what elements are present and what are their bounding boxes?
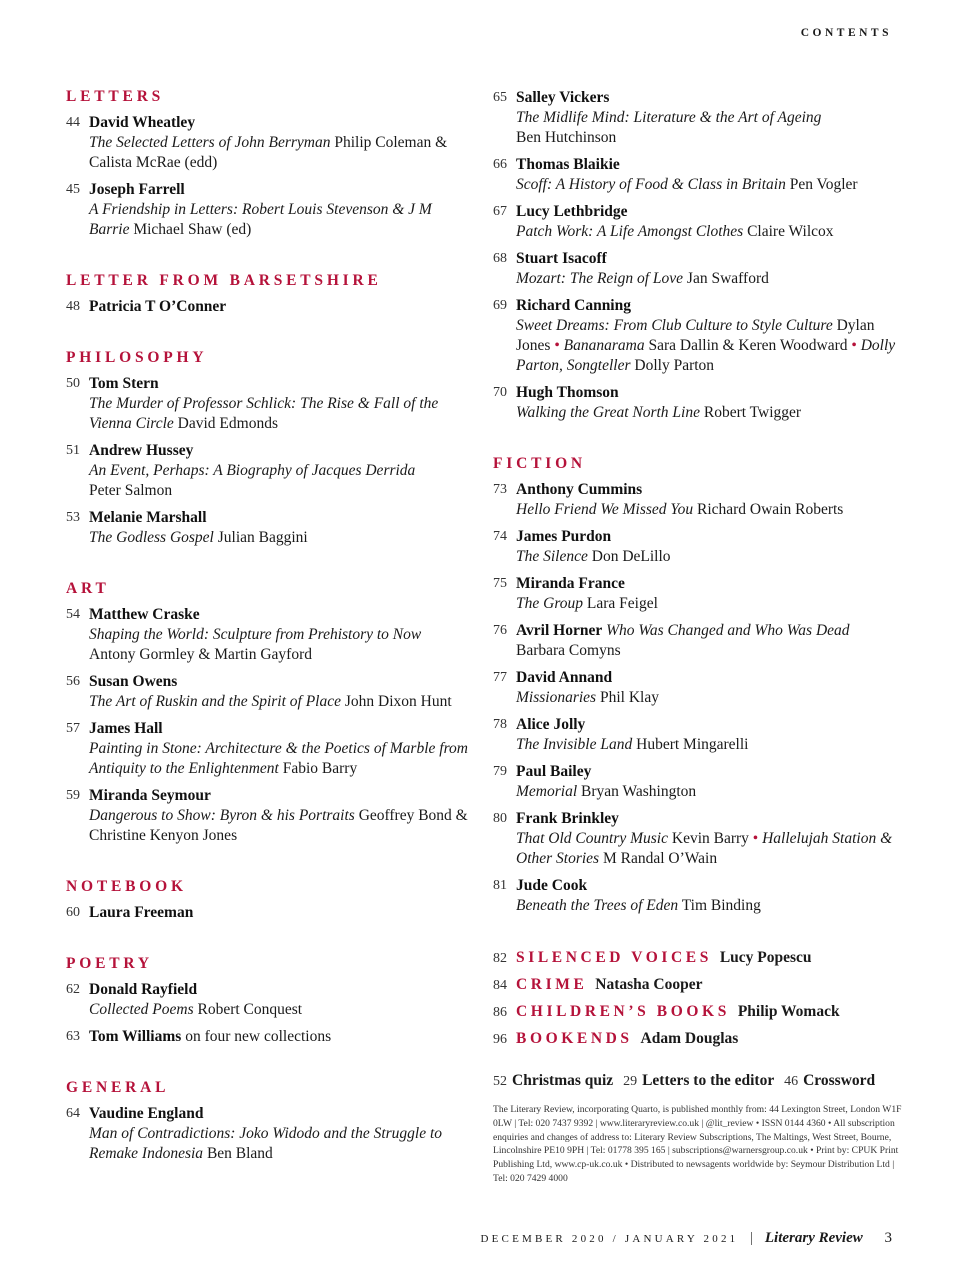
page-number: 54 <box>66 607 80 622</box>
book-title: Sweet Dreams: From Club Culture to Style Culture <box>516 317 833 334</box>
book-title: Beneath the Trees of Eden <box>516 897 679 914</box>
reviewer-name: Jude Cook <box>516 877 588 894</box>
page-number: 51 <box>66 443 80 458</box>
page-number: 67 <box>493 204 507 219</box>
book-author: Robert Twigger <box>703 404 802 421</box>
book-title: The Godless Gospel <box>89 529 214 546</box>
book-title: Painting in Stone: Architecture & the Poetics of Marble from Antiquity to the Enlightenment <box>89 740 468 777</box>
contents-entry[interactable] <box>493 948 903 968</box>
reviewer-name: Lucy Lethbridge <box>516 203 628 220</box>
page-number: 74 <box>493 529 507 544</box>
book-title: Man of Contradictions: Joko Widodo and the Struggle to Remake Indonesia <box>89 1125 443 1162</box>
section-title: ART <box>66 580 110 597</box>
reviewer-name: Susan Owens <box>89 673 178 690</box>
book-title: The Group <box>516 595 584 612</box>
book-author: Kevin Barry <box>671 830 749 847</box>
page-number: 68 <box>493 251 507 266</box>
column-sections <box>493 948 903 1049</box>
section-title: PHILOSOPHY <box>66 349 208 366</box>
book-author: John Dixon Hunt <box>344 693 452 710</box>
section-label: CRIME <box>516 976 588 993</box>
entry-note: on four new collections <box>185 1028 332 1045</box>
page-number: 48 <box>66 299 80 314</box>
reviewer-name: Matthew Craske <box>89 606 200 623</box>
section-notebook <box>66 878 476 923</box>
page-number: 29 <box>623 1074 638 1089</box>
book-title: The Murder of Professor Schlick: The Rise & Fall of the Vienna Circle <box>89 395 439 432</box>
contents-entry[interactable] <box>493 249 903 289</box>
reviewer-name: Richard Canning <box>516 297 631 314</box>
contents-entry[interactable] <box>493 715 903 755</box>
reviewer-name: Tom Stern <box>89 375 159 392</box>
page-number: 81 <box>493 878 507 893</box>
book-author: Richard Owain Roberts <box>696 501 844 518</box>
book-author: Ben Bland <box>206 1145 273 1162</box>
page-number: 56 <box>66 674 80 689</box>
section-label: BOOKENDS <box>516 1030 633 1047</box>
book-author: Pen Vogler <box>789 176 858 193</box>
book-author: Julian Baggini <box>217 529 308 546</box>
contents-entry[interactable] <box>66 786 476 846</box>
book-title: Bananarama <box>563 337 645 354</box>
section-title: NOTEBOOK <box>66 878 187 895</box>
page-number: 77 <box>493 670 507 685</box>
contents-entry[interactable] <box>66 297 476 317</box>
book-author: David Edmonds <box>177 415 278 432</box>
reviewer-name: Laura Freeman <box>89 904 194 921</box>
contents-entry[interactable] <box>493 383 903 423</box>
page-number: 64 <box>66 1106 80 1121</box>
page-number: 75 <box>493 576 507 591</box>
contents-entry[interactable] <box>66 672 476 712</box>
book-title: An Event, Perhaps: A Biography of Jacques Derrida <box>89 462 416 479</box>
extra-item[interactable]: Letters to the editor <box>642 1072 775 1089</box>
page-number: 44 <box>66 115 80 130</box>
reviewer-name: James Hall <box>89 720 163 737</box>
contents-entry[interactable] <box>493 88 903 148</box>
page-number: 66 <box>493 157 507 172</box>
page-number: 53 <box>66 510 80 525</box>
page-number: 73 <box>493 482 507 497</box>
section-art <box>66 580 476 846</box>
page-number: 78 <box>493 717 507 732</box>
book-title: Hello Friend We Missed You <box>516 501 694 518</box>
book-author: Peter Salmon <box>89 482 173 499</box>
reviewer-name: Patricia T O’Conner <box>89 298 227 315</box>
section-label: CHILDREN’S BOOKS <box>516 1003 730 1020</box>
book-author: Bryan Washington <box>581 783 697 800</box>
contents-entry[interactable] <box>493 876 903 916</box>
page-number: 82 <box>493 951 507 966</box>
reviewer-name: Stuart Isacoff <box>516 250 607 267</box>
page-number: 65 <box>493 90 507 105</box>
section-letters <box>66 88 476 240</box>
book-title: A Friendship in Letters: Robert Louis Stevenson & J M Barrie <box>89 201 432 238</box>
reviewer-name: Miranda France <box>516 575 625 592</box>
section-title: LETTERS <box>66 88 165 105</box>
page-footer <box>480 1230 892 1247</box>
reviewer-name: Andrew Hussey <box>89 442 194 459</box>
book-author: Geoffrey Bond & Christine Kenyon Jones <box>89 807 468 844</box>
contents-entry[interactable] <box>66 508 476 548</box>
contents-entry[interactable] <box>493 574 903 614</box>
section-letter-from-barsetshire <box>66 272 476 317</box>
reviewer-name: Thomas Blaikie <box>516 156 620 173</box>
section-reviews-continued <box>493 88 903 423</box>
book-author: Philip Coleman & Calista McRae (edd) <box>89 134 448 171</box>
book-author: Sara Dallin & Keren Woodward <box>648 337 848 354</box>
bullet-separator: • <box>851 337 857 354</box>
book-author: Ben Hutchinson <box>516 129 617 146</box>
book-title: The Invisible Land <box>516 736 633 753</box>
contents-entry[interactable] <box>66 180 476 240</box>
reviewer-name: Miranda Seymour <box>89 787 211 804</box>
publisher-fineprint: The Literary Review, incorporating Quarto, is published monthly from: 44 Lexington Street, London W1F 0LW | Tel: 020 7437 9392 | www.literaryreview.co.uk | @lit_review • ISSN 0144 4360 • All subscription enquiries and changes of address to: Literary Review Subscriptions, The Maltings, West Street, Bourne, Lincolnshire PE10 9PH | Tel: 01778 395 165 | subscriptions@warnersgroup.co.uk • Print by: CPUK Print Publishing Ltd, www.cp-uk.co.uk • Distributed to newsagents worldwide by: Seymour Distribution Ltd | Tel: 020 7429 4000 <box>493 1104 902 1184</box>
book-author: Michael Shaw (ed) <box>133 221 252 238</box>
section-fiction <box>493 455 903 916</box>
book-title: Scoff: A History of Food & Class in Britain <box>516 176 786 193</box>
contents-entry[interactable] <box>493 1029 903 1049</box>
contents-entry[interactable] <box>66 605 476 665</box>
contents-entry[interactable] <box>493 621 903 661</box>
book-title: Dolly Parton, Songteller <box>516 337 896 374</box>
section-general <box>66 1079 476 1164</box>
section-title: GENERAL <box>66 1079 170 1096</box>
book-author: Dolly Parton <box>634 357 715 374</box>
book-author: Fabio Barry <box>282 760 358 777</box>
reviewer-name: David Annand <box>516 669 613 686</box>
reviewer-name: Paul Bailey <box>516 763 592 780</box>
page-number: 70 <box>493 385 507 400</box>
contents-entry[interactable] <box>66 374 476 434</box>
contents-entry[interactable] <box>493 668 903 708</box>
book-title: Shaping the World: Sculpture from Prehistory to Now <box>89 626 422 643</box>
page-number: 69 <box>493 298 507 313</box>
contents-entry[interactable] <box>66 1104 476 1164</box>
book-author: Phil Klay <box>599 689 659 706</box>
reviewer-name: Salley Vickers <box>516 89 610 106</box>
bullet-separator: • <box>554 337 560 354</box>
page-number: 46 <box>784 1074 799 1089</box>
page-number: 62 <box>66 982 80 997</box>
page-number: 50 <box>66 376 80 391</box>
book-title: Walking the Great North Line <box>516 404 700 421</box>
bullet-separator: • <box>752 830 759 847</box>
book-title: Memorial <box>516 783 578 800</box>
section-title: FICTION <box>493 455 586 472</box>
reviewer-name: Tom Williams <box>89 1028 182 1045</box>
book-author: Hubert Mingarelli <box>636 736 749 753</box>
reviewer-name: Frank Brinkley <box>516 810 619 827</box>
contents-entry[interactable] <box>66 980 476 1020</box>
extra-item[interactable]: Crossword <box>803 1072 876 1089</box>
contents-entry[interactable] <box>493 1002 903 1022</box>
contents-entry[interactable] <box>493 480 903 520</box>
page-number: 96 <box>493 1032 507 1047</box>
section-title: POETRY <box>66 955 153 972</box>
book-author: M Randal O’Wain <box>602 850 718 867</box>
book-title: The Art of Ruskin and the Spirit of Place <box>89 693 341 710</box>
reviewer-name: Adam Douglas <box>640 1030 739 1047</box>
contents-entry[interactable] <box>66 441 476 501</box>
reviewer-name: Joseph Farrell <box>89 181 185 198</box>
page-number: 60 <box>66 905 80 920</box>
contents-entry[interactable] <box>493 202 903 242</box>
page-number: 79 <box>493 764 507 779</box>
contents-entry[interactable] <box>493 809 903 869</box>
book-author: Tim Binding <box>681 897 761 914</box>
reviewer-name: Anthony Cummins <box>516 481 643 498</box>
footer-separator: | <box>750 1230 754 1246</box>
reviewer-name: Natasha Cooper <box>595 976 703 993</box>
book-author: Barbara Comyns <box>516 642 621 659</box>
contents-entry[interactable] <box>66 903 476 923</box>
book-title: That Old Country Music <box>516 830 668 847</box>
running-head: CONTENTS <box>800 27 892 39</box>
contents-entry[interactable] <box>66 1027 476 1047</box>
page-number: 52 <box>493 1074 507 1089</box>
contents-entry[interactable] <box>66 719 476 779</box>
reviewer-name: James Purdon <box>516 528 612 545</box>
book-author: Jan Swafford <box>686 270 769 287</box>
page-number: 45 <box>66 182 80 197</box>
contents-entry[interactable] <box>493 762 903 802</box>
extra-item[interactable]: Christmas quiz <box>512 1072 614 1089</box>
contents-entry[interactable] <box>493 527 903 567</box>
book-title: Hallelujah Station & Other Stories <box>516 830 893 867</box>
page-number: 84 <box>493 978 507 993</box>
section-poetry <box>66 955 476 1047</box>
contents-entry[interactable] <box>493 975 903 995</box>
reviewer-name: Avril Horner <box>516 622 603 639</box>
left-column <box>66 88 476 1196</box>
reviewer-name: Lucy Popescu <box>719 949 812 966</box>
book-author: Antony Gormley & Martin Gayford <box>89 646 312 663</box>
book-title: The Selected Letters of John Berryman <box>89 134 331 151</box>
section-label: SILENCED VOICES <box>516 949 712 966</box>
section-title: LETTER FROM BARSETSHIRE <box>66 272 382 289</box>
book-author: Don DeLillo <box>591 548 671 565</box>
book-author: Claire Wilcox <box>747 223 834 240</box>
right-column <box>493 88 903 1186</box>
page-number: 57 <box>66 721 80 736</box>
contents-entry[interactable] <box>493 155 903 195</box>
section-philosophy <box>66 349 476 548</box>
book-author: Dylan Jones <box>516 317 875 354</box>
book-title: The Silence <box>516 548 588 565</box>
contents-entry[interactable] <box>493 296 903 376</box>
reviewer-name: David Wheatley <box>89 114 196 131</box>
page-number: 76 <box>493 623 507 638</box>
reviewer-name: Hugh Thomson <box>516 384 619 401</box>
reviewer-name: Philip Womack <box>737 1003 840 1020</box>
book-author: Lara Feigel <box>586 595 658 612</box>
book-title: The Midlife Mind: Literature & the Art of Ageing <box>516 109 822 126</box>
book-author: Robert Conquest <box>197 1001 303 1018</box>
extras-line <box>493 1071 903 1092</box>
book-title: Dangerous to Show: Byron & his Portraits <box>89 807 355 824</box>
magazine-title: Literary Review <box>764 1230 863 1246</box>
reviewer-name: Donald Rayfield <box>89 981 198 998</box>
page-number: 86 <box>493 1005 507 1020</box>
reviewer-name: Alice Jolly <box>516 716 586 733</box>
book-title: Patch Work: A Life Amongst Clothes <box>516 223 744 240</box>
book-title: Who Was Changed and Who Was Dead <box>606 622 850 639</box>
page-number: 63 <box>66 1029 80 1044</box>
reviewer-name: Melanie Marshall <box>89 509 207 526</box>
contents-entry[interactable] <box>66 113 476 173</box>
page-number: 80 <box>493 811 507 826</box>
book-title: Collected Poems <box>89 1001 194 1018</box>
reviewer-name: Vaudine England <box>89 1105 204 1122</box>
book-title: Mozart: The Reign of Love <box>516 270 684 287</box>
book-title: Missionaries <box>516 689 597 706</box>
page-number: 59 <box>66 788 80 803</box>
page-number-footer: 3 <box>884 1230 892 1246</box>
issue-date: DECEMBER 2020 / JANUARY 2021 <box>480 1233 739 1245</box>
